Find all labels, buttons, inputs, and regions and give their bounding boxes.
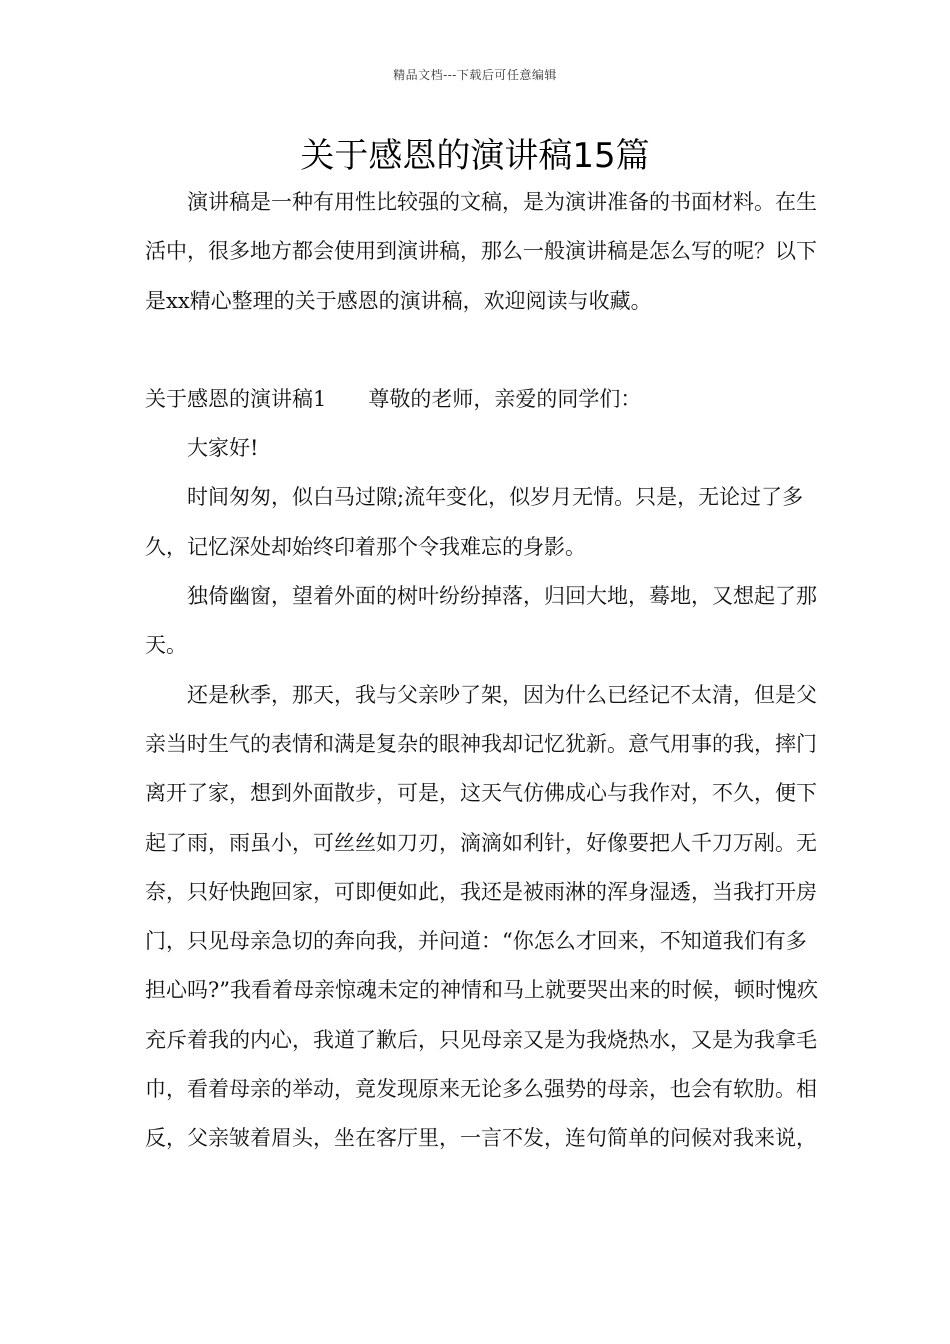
paragraph-3: 独倚幽窗，望着外面的树叶纷纷掉落，归回大地，蓦地，又想起了那天。 [145, 584, 817, 658]
paragraph-4: 还是秋季，那天，我与父亲吵了架，因为什么已经记不太清，但是父亲当时生气的表情和满是复杂的眼神我却记忆犹新。意气用事的我，摔门离开了家，想到外面散步，可是，这天气仿佛成心与我作对，不久，便下起了雨，雨虽小，可丝丝如刀刃，滴滴如利针，好像要把人千刀万剐。无奈，只好快跑回家，可即便如此，我还是被雨淋的浑身湿透，当我打开房门，只见母亲急切的奔向我，并问道：“你怎么才回来，不知道我们有多担心吗?”我看着母亲惊魂未定的神情和马上就要哭出来的时候，顿时愧疚充斥着我的内心，我道了歉后，只见母亲又是为我烧热水，又是为我拿毛巾，看着母亲的举动，竟发现原来无论多么强势的母亲，也会有软肋。相反，父亲皱着眉头，坐在客厅里，一言不发，连句简单的问候对我来说， [145, 682, 818, 1151]
spacer [145, 326, 825, 375]
document-body [145, 178, 825, 1164]
paragraph-1: 大家好! [187, 436, 259, 461]
page-header: 精品文档---下载后可任意编辑 [393, 68, 557, 82]
intro-paragraph: 演讲稿是一种有用性比较强的文稿，是为演讲准备的书面材料。在生活中，很多地方都会使用到演讲稿，那么一般演讲稿是怎么写的呢？以下是xx精心整理的关于感恩的演讲稿，欢迎阅读与收藏。 [145, 190, 817, 313]
document-title: 关于感恩的演讲稿15篇 [300, 136, 650, 176]
section-heading-line [145, 375, 825, 424]
paragraph-2: 时间匆匆，似白马过隙;流年变化，似岁月无情。只是，无论过了多久，记忆深处却始终印着那个令我难忘的身影。 [145, 485, 804, 559]
greeting: 尊敬的老师，亲爱的同学们： [368, 386, 642, 411]
section-label: 关于感恩的演讲稿1 [145, 386, 327, 411]
